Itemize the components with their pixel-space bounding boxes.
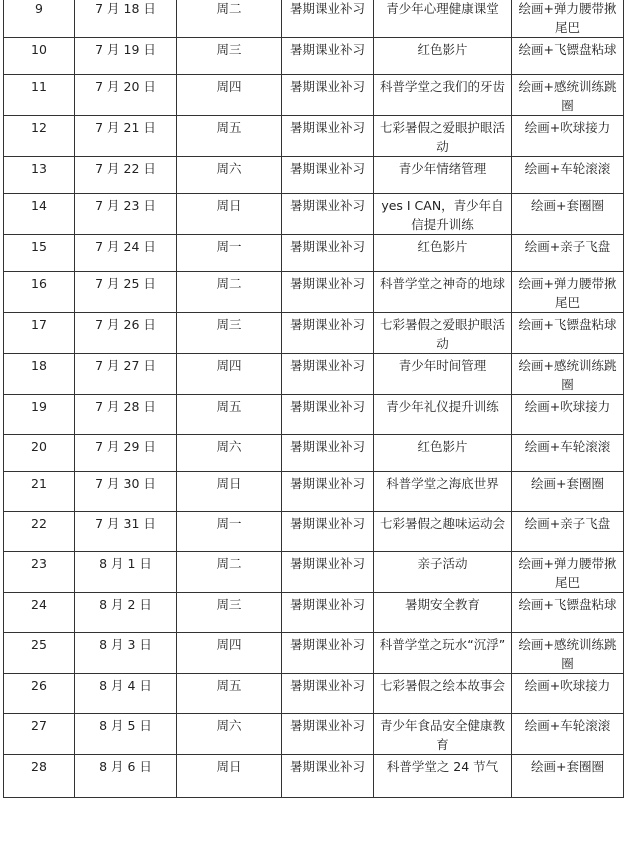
- table-row: [4, 395, 624, 435]
- activity-game-cell: 绘画+套圈圈: [512, 755, 624, 798]
- activity-topic-cell: 青少年食品安全健康教育: [374, 714, 512, 755]
- course-cell: 暑期课业补习: [282, 313, 374, 354]
- activity-topic-cell: 红色影片: [374, 235, 512, 272]
- weekday-cell: 周四: [177, 75, 282, 116]
- activity-game-cell: 绘画+车轮滚滚: [512, 714, 624, 755]
- course-cell: 暑期课业补习: [282, 75, 374, 116]
- weekday-cell: 周三: [177, 38, 282, 75]
- course-cell: 暑期课业补习: [282, 633, 374, 674]
- row-number-cell: 25: [4, 633, 75, 674]
- activity-topic-cell: 科普学堂之我们的牙齿: [374, 75, 512, 116]
- table-row: [4, 75, 624, 116]
- table-row: [4, 38, 624, 75]
- course-cell: 暑期课业补习: [282, 157, 374, 194]
- activity-game-cell: 绘画+吹球接力: [512, 116, 624, 157]
- activity-game-cell: 绘画+车轮滚滚: [512, 435, 624, 472]
- row-number-cell: 9: [4, 0, 75, 38]
- row-number-cell: 23: [4, 552, 75, 593]
- weekday-cell: 周一: [177, 512, 282, 552]
- date-cell: 7 月 20 日: [75, 75, 177, 116]
- course-cell: 暑期课业补习: [282, 235, 374, 272]
- row-number-cell: 11: [4, 75, 75, 116]
- table-row: [4, 714, 624, 755]
- weekday-cell: 周四: [177, 633, 282, 674]
- activity-game-cell: 绘画+亲子飞盘: [512, 235, 624, 272]
- activity-topic-cell: 青少年时间管理: [374, 354, 512, 395]
- weekday-cell: 周二: [177, 552, 282, 593]
- table-row: [4, 354, 624, 395]
- row-number-cell: 20: [4, 435, 75, 472]
- row-number-cell: 16: [4, 272, 75, 313]
- weekday-cell: 周一: [177, 235, 282, 272]
- table-row: [4, 435, 624, 472]
- course-cell: 暑期课业补习: [282, 395, 374, 435]
- activity-topic-cell: 七彩暑假之爱眼护眼活动: [374, 313, 512, 354]
- row-number-cell: 28: [4, 755, 75, 798]
- weekday-cell: 周二: [177, 0, 282, 38]
- table-row: [4, 157, 624, 194]
- date-cell: 7 月 19 日: [75, 38, 177, 75]
- row-number-cell: 12: [4, 116, 75, 157]
- activity-game-cell: 绘画+感统训练跳圈: [512, 354, 624, 395]
- weekday-cell: 周二: [177, 272, 282, 313]
- course-cell: 暑期课业补习: [282, 593, 374, 633]
- row-number-cell: 22: [4, 512, 75, 552]
- activity-topic-cell: 暑期安全教育: [374, 593, 512, 633]
- course-cell: 暑期课业补习: [282, 755, 374, 798]
- date-cell: 7 月 23 日: [75, 194, 177, 235]
- schedule-table: [3, 0, 624, 798]
- weekday-cell: 周六: [177, 157, 282, 194]
- activity-game-cell: 绘画+吹球接力: [512, 395, 624, 435]
- date-cell: 8 月 4 日: [75, 674, 177, 714]
- row-number-cell: 17: [4, 313, 75, 354]
- weekday-cell: 周五: [177, 674, 282, 714]
- course-cell: 暑期课业补习: [282, 38, 374, 75]
- activity-game-cell: 绘画+感统训练跳圈: [512, 75, 624, 116]
- date-cell: 8 月 2 日: [75, 593, 177, 633]
- date-cell: 7 月 25 日: [75, 272, 177, 313]
- activity-topic-cell: 科普学堂之 24 节气: [374, 755, 512, 798]
- weekday-cell: 周五: [177, 395, 282, 435]
- activity-game-cell: 绘画+弹力腰带揪尾巴: [512, 0, 624, 38]
- weekday-cell: 周四: [177, 354, 282, 395]
- activity-game-cell: 绘画+套圈圈: [512, 472, 624, 512]
- activity-topic-cell: 科普学堂之神奇的地球: [374, 272, 512, 313]
- activity-game-cell: 绘画+套圈圈: [512, 194, 624, 235]
- weekday-cell: 周日: [177, 194, 282, 235]
- course-cell: 暑期课业补习: [282, 435, 374, 472]
- activity-topic-cell: yes I CAN，青少年自信提升训练: [374, 194, 512, 235]
- course-cell: 暑期课业补习: [282, 472, 374, 512]
- table-row: [4, 593, 624, 633]
- activity-game-cell: 绘画+亲子飞盘: [512, 512, 624, 552]
- date-cell: 7 月 24 日: [75, 235, 177, 272]
- activity-game-cell: 绘画+飞镖盘粘球: [512, 38, 624, 75]
- date-cell: 7 月 26 日: [75, 313, 177, 354]
- activity-game-cell: 绘画+飞镖盘粘球: [512, 313, 624, 354]
- table-row: [4, 674, 624, 714]
- row-number-cell: 19: [4, 395, 75, 435]
- course-cell: 暑期课业补习: [282, 0, 374, 38]
- date-cell: 7 月 30 日: [75, 472, 177, 512]
- table-row: [4, 472, 624, 512]
- activity-topic-cell: 红色影片: [374, 38, 512, 75]
- date-cell: 7 月 28 日: [75, 395, 177, 435]
- row-number-cell: 18: [4, 354, 75, 395]
- row-number-cell: 13: [4, 157, 75, 194]
- date-cell: 7 月 22 日: [75, 157, 177, 194]
- course-cell: 暑期课业补习: [282, 354, 374, 395]
- course-cell: 暑期课业补习: [282, 194, 374, 235]
- activity-topic-cell: 青少年心理健康课堂: [374, 0, 512, 38]
- weekday-cell: 周三: [177, 593, 282, 633]
- row-number-cell: 14: [4, 194, 75, 235]
- weekday-cell: 周六: [177, 714, 282, 755]
- course-cell: 暑期课业补习: [282, 552, 374, 593]
- date-cell: 8 月 5 日: [75, 714, 177, 755]
- activity-game-cell: 绘画+弹力腰带揪尾巴: [512, 552, 624, 593]
- date-cell: 7 月 21 日: [75, 116, 177, 157]
- table-row: [4, 235, 624, 272]
- activity-game-cell: 绘画+吹球接力: [512, 674, 624, 714]
- activity-topic-cell: 七彩暑假之绘本故事会: [374, 674, 512, 714]
- date-cell: 7 月 18 日: [75, 0, 177, 38]
- table-row: [4, 194, 624, 235]
- weekday-cell: 周日: [177, 472, 282, 512]
- activity-topic-cell: 红色影片: [374, 435, 512, 472]
- table-row: [4, 552, 624, 593]
- activity-topic-cell: 七彩暑假之趣味运动会: [374, 512, 512, 552]
- row-number-cell: 15: [4, 235, 75, 272]
- course-cell: 暑期课业补习: [282, 674, 374, 714]
- table-row: [4, 116, 624, 157]
- activity-topic-cell: 亲子活动: [374, 552, 512, 593]
- date-cell: 7 月 27 日: [75, 354, 177, 395]
- course-cell: 暑期课业补习: [282, 512, 374, 552]
- row-number-cell: 26: [4, 674, 75, 714]
- row-number-cell: 10: [4, 38, 75, 75]
- course-cell: 暑期课业补习: [282, 272, 374, 313]
- date-cell: 8 月 1 日: [75, 552, 177, 593]
- activity-topic-cell: 青少年礼仪提升训练: [374, 395, 512, 435]
- table-row: [4, 272, 624, 313]
- weekday-cell: 周六: [177, 435, 282, 472]
- weekday-cell: 周日: [177, 755, 282, 798]
- activity-game-cell: 绘画+弹力腰带揪尾巴: [512, 272, 624, 313]
- activity-game-cell: 绘画+感统训练跳圈: [512, 633, 624, 674]
- weekday-cell: 周三: [177, 313, 282, 354]
- row-number-cell: 27: [4, 714, 75, 755]
- date-cell: 7 月 29 日: [75, 435, 177, 472]
- course-cell: 暑期课业补习: [282, 116, 374, 157]
- activity-topic-cell: 科普学堂之海底世界: [374, 472, 512, 512]
- activity-topic-cell: 青少年情绪管理: [374, 157, 512, 194]
- table-row: [4, 512, 624, 552]
- activity-game-cell: 绘画+飞镖盘粘球: [512, 593, 624, 633]
- row-number-cell: 21: [4, 472, 75, 512]
- date-cell: 8 月 6 日: [75, 755, 177, 798]
- row-number-cell: 24: [4, 593, 75, 633]
- schedule-body: [4, 0, 624, 798]
- date-cell: 8 月 3 日: [75, 633, 177, 674]
- activity-topic-cell: 七彩暑假之爱眼护眼活动: [374, 116, 512, 157]
- table-row: [4, 0, 624, 38]
- table-row: [4, 313, 624, 354]
- weekday-cell: 周五: [177, 116, 282, 157]
- table-row: [4, 755, 624, 798]
- course-cell: 暑期课业补习: [282, 714, 374, 755]
- date-cell: 7 月 31 日: [75, 512, 177, 552]
- activity-game-cell: 绘画+车轮滚滚: [512, 157, 624, 194]
- activity-topic-cell: 科普学堂之玩水“沉浮”: [374, 633, 512, 674]
- table-row: [4, 633, 624, 674]
